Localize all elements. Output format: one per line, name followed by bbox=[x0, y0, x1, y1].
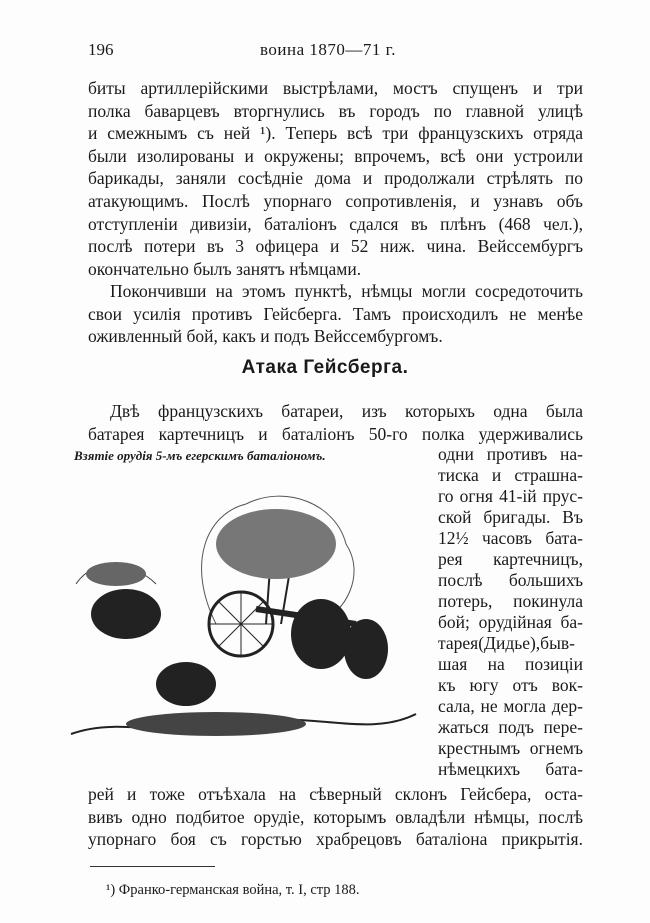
text-line: жаться подъ пере- bbox=[438, 717, 583, 737]
text-line: атакующимъ. Послѣ упорнаго сопротивленія, и узнавъ объ bbox=[88, 191, 583, 211]
text-line: батарея картечницъ и баталіонъ 50-го полка удерживались bbox=[88, 423, 583, 444]
text-line: послѣ большихъ bbox=[438, 570, 583, 590]
text-line: тиска и страшна- bbox=[438, 465, 583, 485]
text-line: свои усилія противъ Гейсберга. Тамъ происходилъ не менѣе bbox=[88, 303, 583, 324]
text-line: шая на позиціи bbox=[438, 654, 583, 674]
battle-illustration bbox=[66, 474, 424, 758]
section-heading: Атака Гейсберга. bbox=[241, 357, 409, 378]
text-line: барикады, заняли сосѣдніе дома и продолжали стрѣлять по bbox=[88, 168, 583, 189]
text-line: бой; орудійная ба- bbox=[438, 612, 583, 632]
text-line: ской бригады. Въ bbox=[438, 507, 583, 527]
text-line: Покончивши на этомъ пунктѣ, нѣмцы могли сосредоточить bbox=[110, 281, 583, 301]
text-line: Двѣ французскихъ батареи, изъ которыхъ одна была bbox=[110, 401, 583, 421]
text-line: крестнымъ огнемъ bbox=[438, 738, 583, 758]
text-line: го огня 41-ій прус- bbox=[438, 486, 583, 506]
running-title: воина 1870—71 г. bbox=[260, 40, 396, 59]
text-line: и смежнымъ съ ней ¹). Теперь всѣ три французскихъ отряда bbox=[88, 123, 583, 144]
text-line: оживленный бой, какъ и подъ Вейссембургомъ. bbox=[88, 326, 443, 347]
text-line: рей и тоже отъѣхала на сѣверный склонъ Гейсбера, оста- bbox=[88, 784, 583, 804]
text-line: упорнаго боя съ горстью храбрецовъ баталіона прикрытія. bbox=[88, 829, 583, 850]
text-line: нѣмецкихъ бата- bbox=[438, 759, 583, 779]
text-line: биты артиллерійскими выстрѣлами, мостъ спущенъ и три bbox=[88, 78, 583, 98]
page-number: 196 bbox=[88, 40, 114, 59]
text-line: послѣ потери въ 3 офицера и 52 ниж. чина. Вейссембургъ bbox=[88, 236, 583, 257]
text-line: тарея(Дидье),быв- bbox=[438, 633, 575, 653]
footnote-divider bbox=[90, 866, 215, 867]
text-line: сала, не могла дер- bbox=[438, 696, 583, 716]
text-line: отступленіи дивизіи, баталіонъ сдался въ плѣнъ (468 чел.), bbox=[88, 213, 583, 234]
text-line: 12½ часовъ бата- bbox=[438, 528, 583, 548]
text-line: окончательно былъ занятъ нѣмцами. bbox=[88, 258, 362, 279]
text-line: рея картечницъ, bbox=[438, 549, 583, 569]
illustration-caption: Взятіе орудія 5-мъ егерскимъ баталіономъ. bbox=[74, 448, 326, 463]
text-line: къ югу отъ вок- bbox=[438, 675, 583, 695]
text-line: потерь, покинула bbox=[438, 591, 583, 611]
text-line: одни противъ на- bbox=[438, 444, 583, 464]
text-line: вивъ одно подбитое орудіе, которымъ овладѣли нѣмцы, послѣ bbox=[88, 806, 583, 827]
text-line: полка баварцевъ вторгнулись въ городъ по главной улицѣ bbox=[88, 100, 583, 121]
footnote: ¹) Франко-германская война, т. I, стр 188. bbox=[106, 882, 360, 898]
text-line: были изолированы и окружены; впрочемъ, всѣ они устроили bbox=[88, 145, 583, 166]
